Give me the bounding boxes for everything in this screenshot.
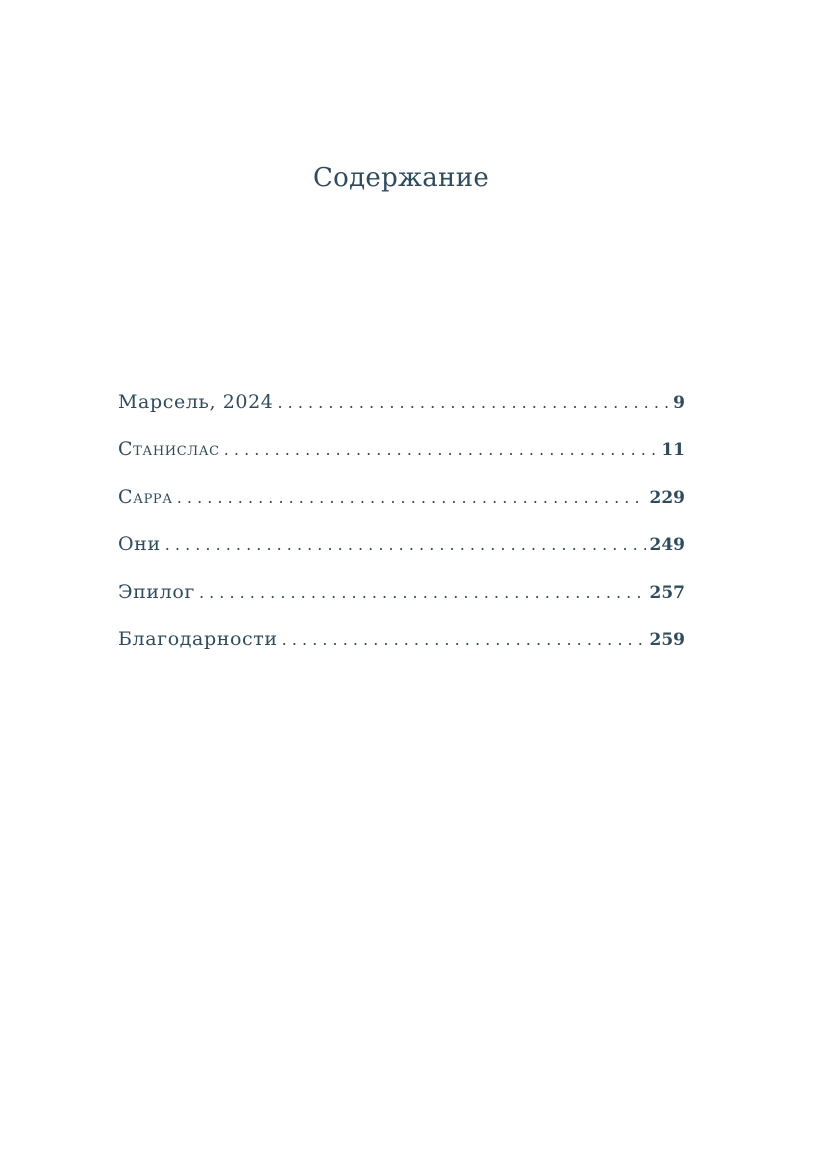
- toc-entry[interactable]: [118, 384, 685, 431]
- toc-dot-leader: [177, 480, 646, 516]
- toc-page-number: 229: [649, 487, 685, 508]
- toc-dot-leader: [282, 622, 646, 658]
- page-title: Содержание: [312, 163, 490, 193]
- toc-entry-title: Станислас: [118, 438, 220, 461]
- toc-entry[interactable]: [118, 621, 685, 668]
- toc-page-number: 249: [649, 535, 685, 556]
- toc-page-number: 9: [673, 393, 685, 413]
- table-of-contents: [118, 384, 685, 668]
- toc-dot-leader: [277, 385, 669, 421]
- toc-entry-title: Марсель, 2024: [118, 391, 274, 413]
- toc-dot-leader: [165, 527, 646, 563]
- toc-entry[interactable]: [118, 574, 685, 621]
- toc-entry-title: Они: [118, 533, 161, 556]
- toc-entry[interactable]: [118, 526, 685, 573]
- toc-entry[interactable]: [118, 431, 685, 478]
- toc-entry[interactable]: [118, 479, 685, 526]
- toc-page-number: 257: [649, 582, 685, 603]
- toc-entry-title: Эпилог: [118, 580, 195, 603]
- toc-page-number: 11: [661, 440, 685, 461]
- toc-dot-leader: [224, 432, 658, 468]
- toc-entry-title: Сарра: [118, 485, 173, 508]
- toc-dot-leader: [199, 575, 646, 611]
- toc-page-number: 259: [649, 629, 685, 650]
- toc-entry-title: Благодарности: [118, 627, 278, 650]
